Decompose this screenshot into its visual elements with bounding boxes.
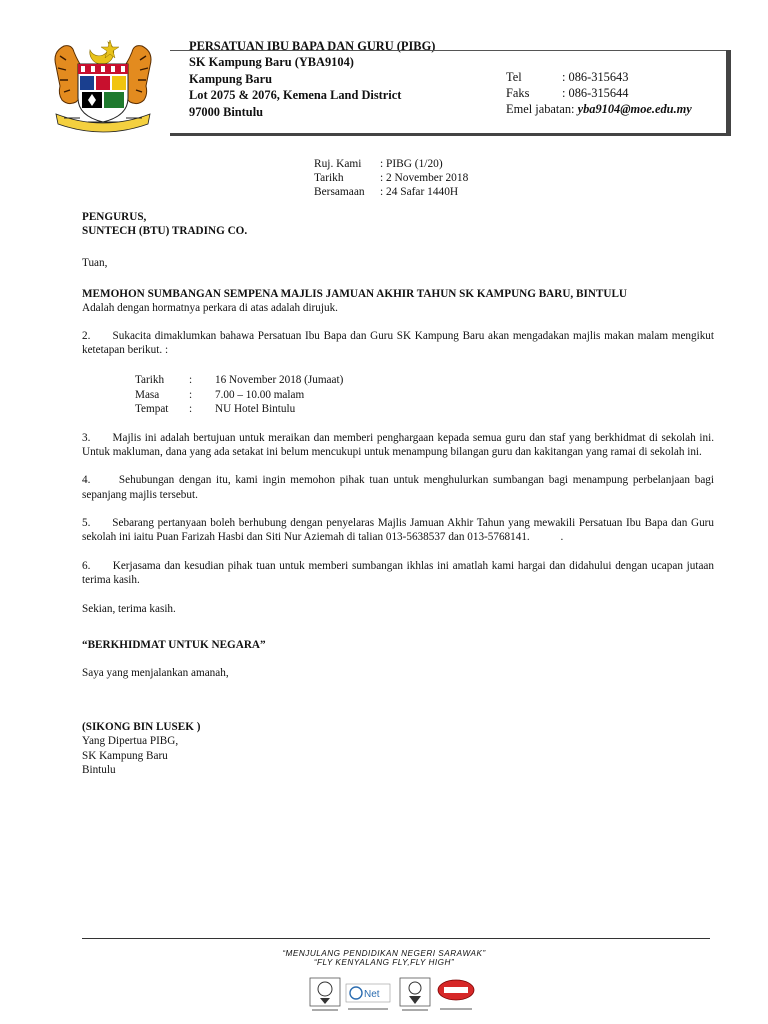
signatory-title: Yang Dipertua PIBG, [82,735,179,748]
event-time-label: Masa [135,388,160,401]
reference-block [314,157,468,200]
event-venue-row [135,402,714,416]
paragraph-4: 4. Sehubungan dengan itu, kami ingin memohon pihak tuan untuk menghulurkan sumbangan bagi menampung perbelanjaan bagi sepanjang majlis tersebut. [82,474,714,501]
reference-label: Ruj. Kami [314,158,362,170]
recipient-line-2: SUNTECH (BTU) TRADING CO. [82,225,248,238]
letterhead-contact [506,70,692,117]
address-line-2: Lot 2075 & 2076, Kemena Land District [189,88,402,103]
footer-motto [0,949,768,968]
standards-badge-logo [438,980,474,1010]
school-name: SK Kampung Baru (YBA9104) [189,55,354,70]
address-line-1: Kampung Baru [189,71,272,86]
event-venue-label: Tempat [135,402,169,415]
telephone-label: Tel [506,70,522,84]
event-venue-colon: : [189,402,193,415]
motto-line-2: “FLY KENYALANG FLY,FLY HIGH” [313,958,455,968]
address-line-3: 97000 Bintulu [189,104,264,119]
telephone-row [506,70,692,86]
event-time-row [135,388,714,402]
fax-row [506,86,692,102]
event-venue-value: NU Hotel Bintulu [215,402,296,415]
paragraph-5: 5. Sebarang pertanyaan boleh berhubung dengan penyelaras Majlis Jamuan Akhir Tahun yang mewakili Persatuan Ibu Bapa dan Guru sekolah ini iaitu Puan Farizah Hasbi dan Siti Nur Aziemah di talian 013-5638537 dan 013-5768141. . [82,516,714,544]
date-row [314,171,468,185]
event-time-value: 7.00 – 10.00 malam [215,388,305,401]
event-date-row [135,373,714,387]
trust-statement: Saya yang menjalankan amanah, [82,667,229,680]
letterhead-border-top [170,50,730,51]
letter-body [82,210,714,777]
event-details [135,373,714,416]
paragraph-6: 6. Kerjasama dan kesudian pihak tuan untuk memberi sumbangan ikhlas ini amatlah kami hargai dan didahului dengan ucapan jutaan terima kasih. [82,560,714,587]
event-time-colon: : [189,388,193,401]
iqnet-logo-text: Net [364,989,380,1000]
signatory-town: Bintulu [82,763,116,776]
sirim-quality-logo [310,978,340,1011]
slogan: “BERKHIDMAT UNTUK NEGARA” [82,638,266,651]
closing-remark: Sekian, terima kasih. [82,602,176,615]
paragraph-2: 2. Sukacita dimaklumkan bahawa Persatuan Ibu Bapa dan Guru SK Kampung Baru akan mengadakan majlis makan malam mengikut ketetapan berikut. : [82,330,714,357]
telephone-value: : 086-315643 [562,70,629,84]
quality-certification-logo [400,978,430,1011]
letter-subject: MEMOHON SUMBANGAN SEMPENA MAJLIS JAMUAN AKHIR TAHUN SK KAMPUNG BARU, BINTULU [82,287,627,300]
organization-name: PERSATUAN IBU BAPA DAN GURU (PIBG) [189,39,436,53]
fax-label: Faks [506,85,530,100]
email-label: Emel jabatan: [506,101,575,116]
motto-line-1: “MENJULANG PENDIDIKAN NEGERI SARAWAK” [282,949,486,958]
event-date-colon: : [189,374,193,387]
event-date-value: 16 November 2018 (Jumaat) [215,374,344,387]
iqnet-logo [346,984,390,1010]
event-date-label: Tarikh [135,374,165,387]
letterhead-border-bottom [170,133,731,136]
letterhead-border-right [726,50,731,134]
footer-certification-logos [308,976,478,1020]
signatory-school: SK Kampung Baru [82,749,168,762]
date-label: Tarikh [314,172,344,185]
coat-of-arms-logo [48,36,158,138]
hijri-date-value: : 24 Safar 1440H [380,186,459,199]
reference-row [314,157,468,171]
intro-paragraph: Adalah dengan hormatnya perkara di atas adalah dirujuk. [82,301,338,314]
reference-value: : PIBG (1/20) [380,158,443,170]
footer-divider [82,938,710,939]
email-row [506,102,692,118]
hijri-date-row [314,185,468,199]
hijri-date-label: Bersamaan [314,186,365,199]
fax-value: : 086-315644 [562,85,629,100]
date-value: : 2 November 2018 [380,172,469,185]
email-value: yba9104@moe.edu.my [577,101,692,116]
paragraph-3: 3. Majlis ini adalah bertujuan untuk meraikan dan memberi penghargaan kepada semua guru dan staf yang berkhidmat di sekolah ini. Untuk makluman, dana yang ada setakat ini belum mencukupi untuk menampung bilangan guru dan kakitangan yang ramai di sekolah ini. [82,432,714,459]
salutation: Tuan, [82,257,108,270]
recipient-line-1: PENGURUS, [82,211,147,223]
signatory-name: (SIKONG BIN LUSEK ) [82,721,201,734]
